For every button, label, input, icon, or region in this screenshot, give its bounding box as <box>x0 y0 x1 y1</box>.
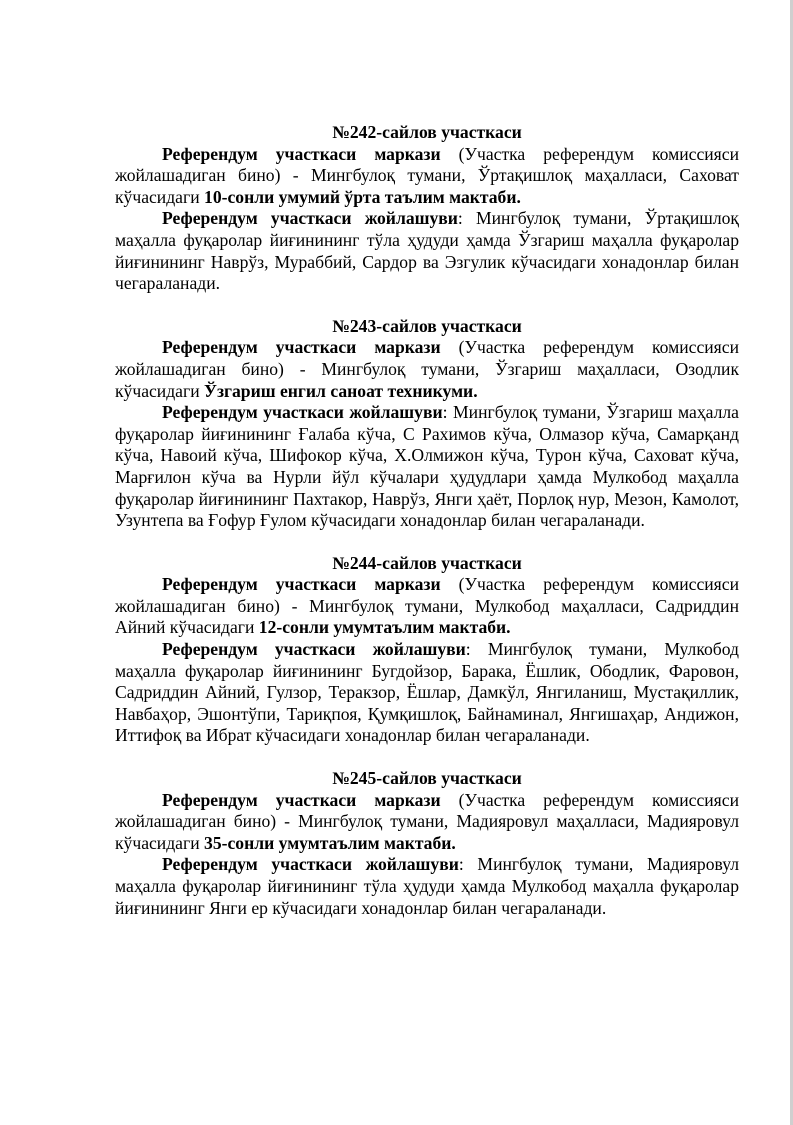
center-text: (Участка референдум комиссияси жойлашадиган бино) - Мингбулоқ тумани, Ўртақишлоқ маҳалласи, Саховат кўчасидаги <box>115 143 739 207</box>
center-school: Ўзгариш енгил саноат техникуми. <box>204 380 478 401</box>
location-label: Референдум участкаси жойлашуви <box>162 208 458 229</box>
center-label: Референдум участкаси маркази <box>162 337 441 358</box>
location-label: Референдум участкаси жойлашуви <box>162 639 466 660</box>
section-title: №243-сайлов участкаси <box>332 315 522 336</box>
location-text: : Мингбулоқ тумани, Мулкобод маҳалла фуқаролар йиғинининг Бугдойзор, Барака, Ёшлик, Ободлик, Фаровон, Садриддин Айний, Гулзор, Теракзор, Ёшлар, Дамкўл, Янгиланиш, Мустақиллик, Навбаҳор, Эшонтўпи, Тариқпоя, Қумқишлоқ, Байнаминал, Янгишаҳар, Андижон, Иттифоқ ва Ибрат кўчасидаги хонадонлар билан чегараланади. <box>115 639 739 746</box>
center-text: (Участка референдум комиссияси жойлашадиган бино) - Мингбулоқ тумани, Мулкобод маҳалласи, Садриддин Айний кўчасидаги <box>115 574 739 638</box>
center-label: Референдум участкаси маркази <box>162 143 441 164</box>
location-text: : Мингбулоқ тумани, Ўзгариш маҳалла фуқаролар йиғинининг Ғалаба кўча, С Рахимов кўча, Олмазор кўча, Самарқанд кўча, Навоий кўча, Шифокор кўча, Х.Олмижон кўча, Турон кўча, Саховат кўча, Марғилон кўча ва Нурли йўл кўчалари ҳудудлари ҳамда Мулкобод маҳалла фуқаролар йиғинининг Пахтакор, Наврўз, Янги ҳаёт, Порлоқ нур, Мезон, Камолот, Узунтепа ва Ғофур Ғулом кўчасидаги хонадонлар билан чегараланади. <box>115 402 739 531</box>
location-text: : Мингбулоқ тумани, Мадияровул маҳалла фуқаролар йиғинининг тўла ҳудуди ҳамда Мулкобод маҳалла фуқаролар йиғинининг Янги ер кўчасидаги хонадонлар билан чегараланади. <box>115 854 739 918</box>
location-paragraph <box>115 402 739 532</box>
section-title: №244-сайлов участкаси <box>332 552 522 573</box>
center-paragraph <box>115 337 739 402</box>
center-label: Референдум участкаси маркази <box>162 789 441 810</box>
center-school: 12-сонли умумтаълим мактаби. <box>258 617 511 638</box>
document-body <box>115 122 739 940</box>
location-paragraph <box>115 639 739 747</box>
polling-station-section <box>115 316 739 532</box>
center-label: Референдум участкаси маркази <box>162 574 441 595</box>
location-text: : Мингбулоқ тумани, Ўртақишлоқ маҳалла фуқаролар йиғинининг тўла ҳудуди ҳамда Ўзгариш маҳалла фуқаролар йиғинининг Наврўз, Мураббий, Сардор ва Эзгулик кўчасидаги хонадонлар билан чегараланади. <box>115 208 739 294</box>
location-paragraph <box>115 208 739 294</box>
location-paragraph <box>115 854 739 919</box>
location-label: Референдум участкаси жойлашуви <box>162 402 443 423</box>
center-text: (Участка референдум комиссияси жойлашадиган бино) - Мингбулоқ тумани, Мадияровул маҳалласи, Мадияровул кўчасидаги <box>115 789 739 853</box>
section-title: №242-сайлов участкаси <box>332 122 522 142</box>
location-label: Референдум участкаси жойлашуви <box>162 854 459 875</box>
center-paragraph <box>115 574 739 639</box>
center-school: 10-сонли умумий ўрта таълим мактаби. <box>204 186 521 207</box>
polling-station-section <box>115 553 739 747</box>
center-paragraph <box>115 790 739 855</box>
section-title: №245-сайлов участкаси <box>332 768 522 789</box>
polling-station-section <box>115 122 739 295</box>
polling-station-section <box>115 768 739 919</box>
center-text: (Участка референдум комиссияси жойлашадиган бино) - Мингбулоқ тумани, Ўзгариш маҳалласи, Озодлик кўчасидаги <box>115 337 739 401</box>
center-school: 35-сонли умумтаълим мактаби. <box>204 832 456 853</box>
center-paragraph <box>115 144 739 209</box>
